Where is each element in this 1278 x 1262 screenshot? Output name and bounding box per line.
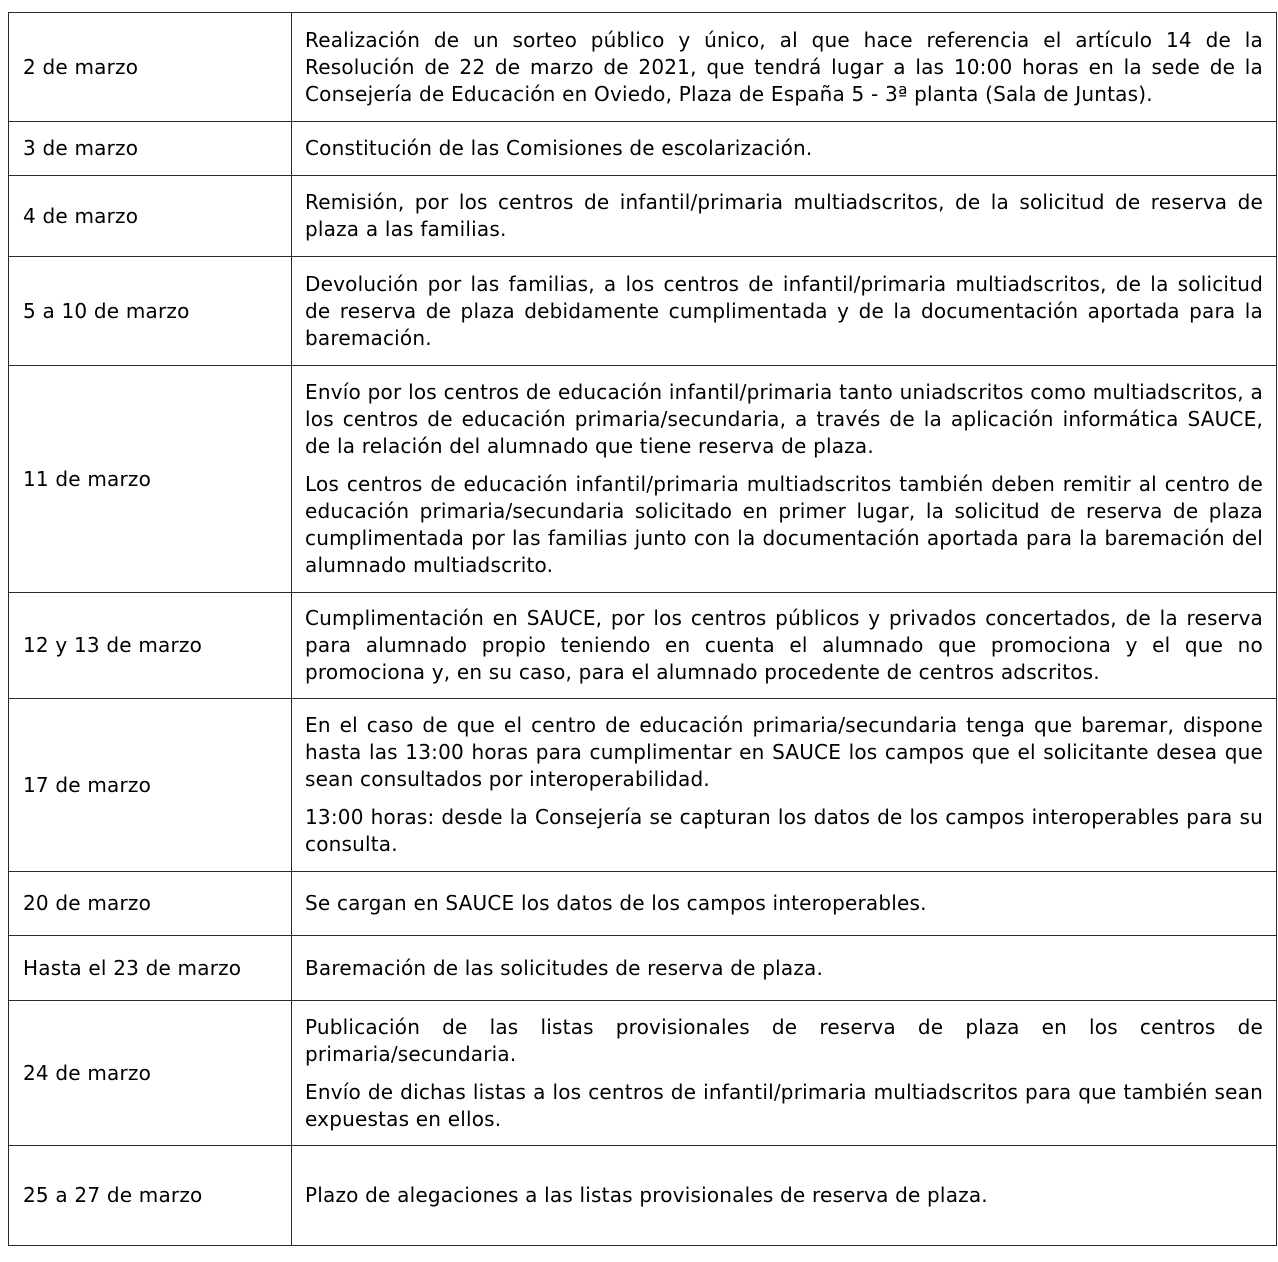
date-cell: 5 a 10 de marzo bbox=[9, 257, 292, 366]
table-row bbox=[9, 1001, 1277, 1146]
date-cell: 24 de marzo bbox=[9, 1001, 292, 1146]
description-paragraph: 13:00 horas: desde la Consejería se capturan los datos de los campos interoperables para su consulta. bbox=[305, 805, 1263, 856]
description-cell bbox=[292, 366, 1277, 593]
description-paragraph: Envío por los centros de educación infantil/primaria tanto uniadscritos como multiadscritos, a los centros de educación primaria/secundaria, a través de la aplicación informática SAUCE, de la relación del alumnado que tiene reserva de plaza. bbox=[305, 380, 1263, 458]
description-paragraph: En el caso de que el centro de educación primaria/secundaria tenga que baremar, dispone hasta las 13:00 horas para cumplimentar en SAUCE los campos que el solicitante desea que sean consultados por interoperabilidad. bbox=[305, 713, 1263, 791]
description-paragraph: Cumplimentación en SAUCE, por los centros públicos y privados concertados, de la reserva para alumnado propio teniendo en cuenta el alumnado que promociona y el que no promociona y, en su caso, para el alumnado procedente de centros adscritos. bbox=[305, 606, 1263, 684]
description-cell bbox=[292, 872, 1277, 936]
date-cell: 4 de marzo bbox=[9, 176, 292, 257]
table-row bbox=[9, 13, 1277, 122]
date-cell: 17 de marzo bbox=[9, 699, 292, 872]
description-paragraph: Devolución por las familias, a los centros de infantil/primaria multiadscritos, de la solicitud de reserva de plaza debidamente cumplimentada y de la documentación aportada para la baremación. bbox=[305, 271, 1263, 350]
table-row bbox=[9, 257, 1277, 366]
description-paragraph: Los centros de educación infantil/primaria multiadscritos también deben remitir al centro de educación primaria/secundaria solicitado en primer lugar, la solicitud de reserva de plaza cumplimentada por las familias junto con la documentación aportada para la baremación del alumnado multiadscrito. bbox=[305, 472, 1263, 577]
date-cell: 3 de marzo bbox=[9, 122, 292, 176]
table-row bbox=[9, 122, 1277, 176]
table-row bbox=[9, 1146, 1277, 1246]
description-cell bbox=[292, 936, 1277, 1001]
description-paragraph[interactable]: Envío de dichas listas a los centros de infantil/primaria multiadscritos para que también sean expuestas en ellos. bbox=[305, 1079, 1263, 1131]
description-paragraph: Publicación de las listas provisionales de reserva de plaza en los centros de primaria/secundaria. bbox=[305, 1014, 1263, 1066]
date-cell: Hasta el 23 de marzo bbox=[9, 936, 292, 1001]
description-cell bbox=[292, 176, 1277, 257]
description-cell bbox=[292, 122, 1277, 176]
table-row bbox=[9, 366, 1277, 593]
date-cell: 25 a 27 de marzo bbox=[9, 1146, 292, 1246]
date-cell: 20 de marzo bbox=[9, 872, 292, 936]
description-paragraph: Se cargan en SAUCE los datos de los campos interoperables. bbox=[305, 891, 927, 915]
date-cell: 11 de marzo bbox=[9, 366, 292, 593]
date-cell: 12 y 13 de marzo bbox=[9, 593, 292, 699]
description-paragraph: Realización de un sorteo público y único, al que hace referencia el artículo 14 de la Resolución de 22 de marzo de 2021, que tendrá lugar a las 10:00 horas en la sede de la Consejería de Educación en Oviedo, Plaza de España 5 - 3ª planta (Sala de Juntas). bbox=[305, 27, 1263, 106]
description-cell bbox=[292, 593, 1277, 699]
schedule-table bbox=[8, 12, 1277, 1246]
table-row bbox=[9, 176, 1277, 257]
table-row bbox=[9, 699, 1277, 872]
description-paragraph: Constitución de las Comisiones de escolarización. bbox=[305, 136, 813, 160]
description-paragraph: Baremación de las solicitudes de reserva de plaza. bbox=[305, 955, 824, 980]
description-cell[interactable] bbox=[292, 1001, 1277, 1146]
table-row bbox=[9, 872, 1277, 936]
description-paragraph: Plazo de alegaciones a las listas provisionales de reserva de plaza. bbox=[305, 1183, 988, 1207]
table-row bbox=[9, 936, 1277, 1001]
description-cell bbox=[292, 13, 1277, 122]
description-cell bbox=[292, 257, 1277, 366]
table-row bbox=[9, 593, 1277, 699]
description-paragraph: Remisión, por los centros de infantil/primaria multiadscritos, de la solicitud de reserva de plaza a las familias. bbox=[305, 190, 1263, 241]
date-cell: 2 de marzo bbox=[9, 13, 292, 122]
description-cell bbox=[292, 1146, 1277, 1246]
description-cell bbox=[292, 699, 1277, 872]
